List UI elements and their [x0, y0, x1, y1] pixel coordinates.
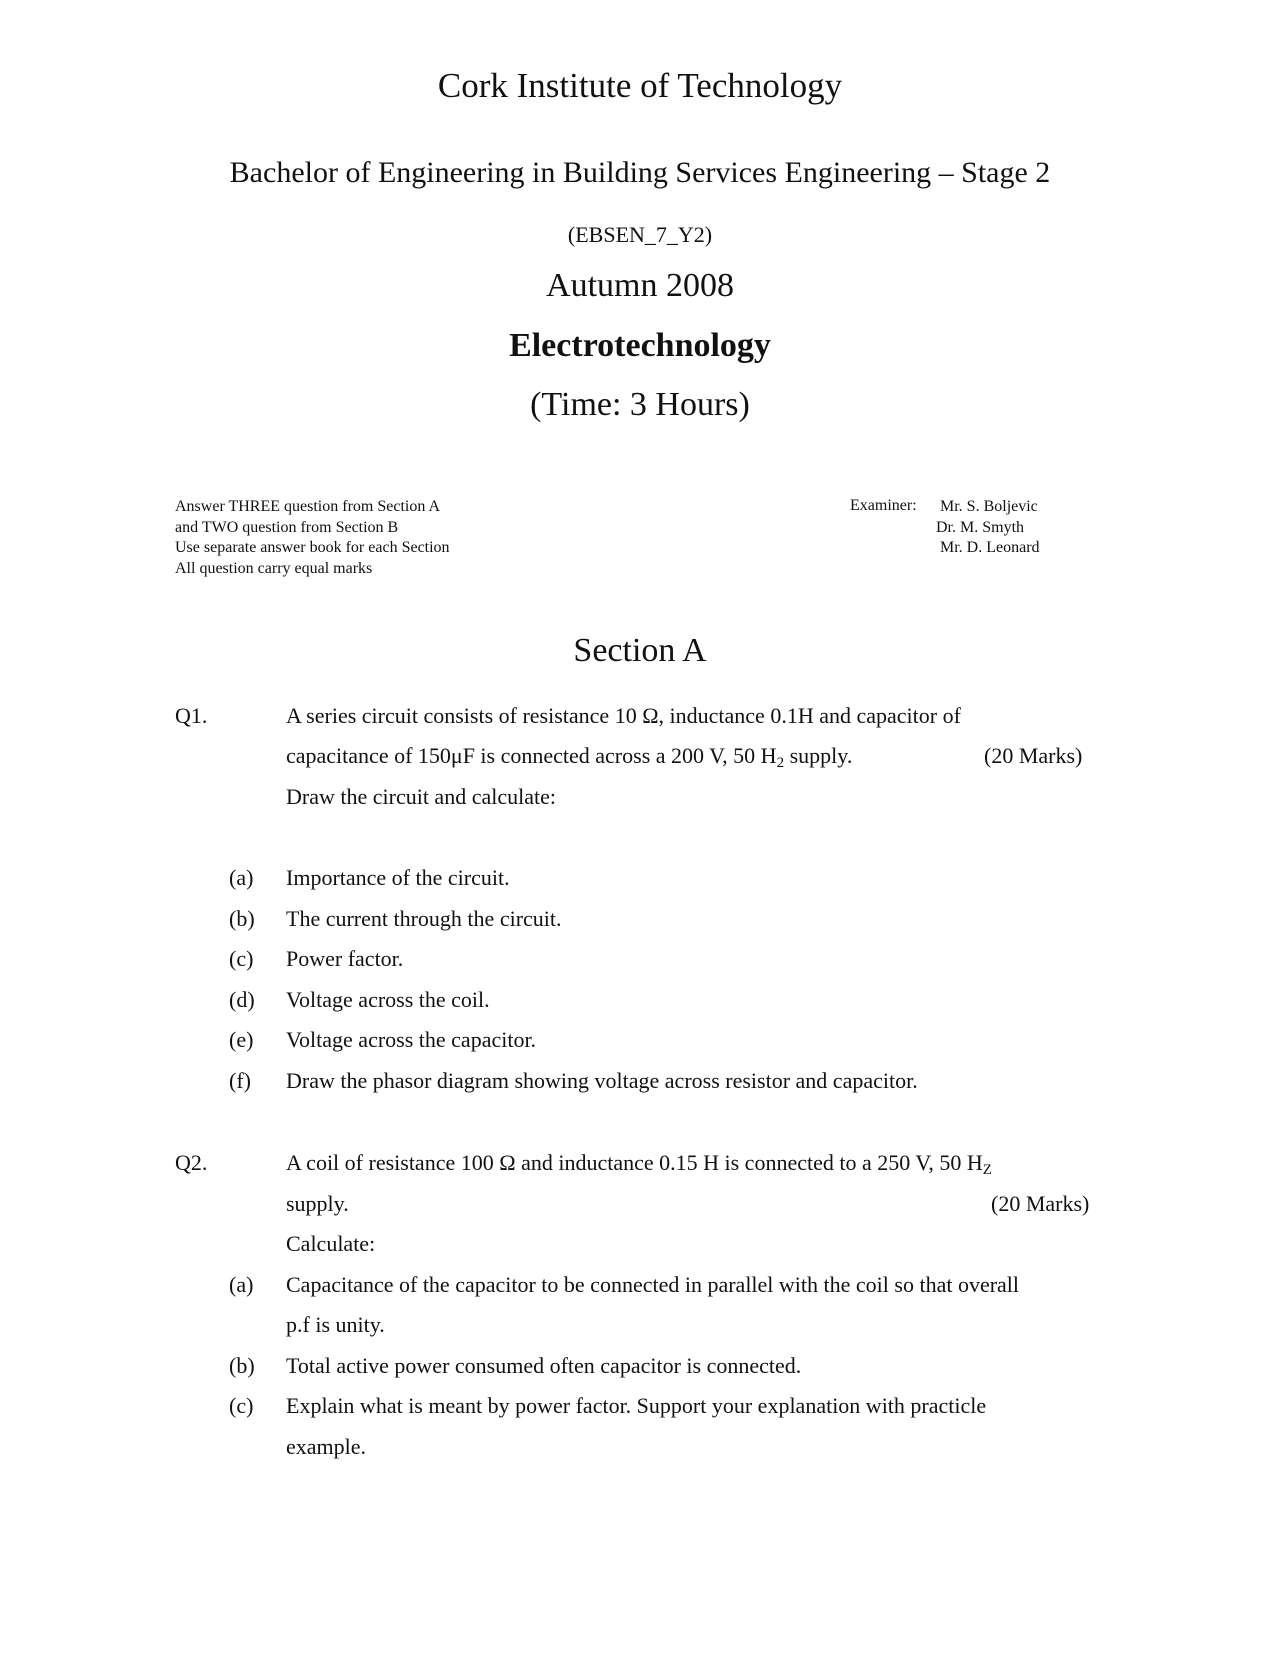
marks-label: (20 Marks)	[991, 1191, 1090, 1216]
part-text: Explain what is meant by power factor. Support your explanation with practicle	[286, 1393, 987, 1418]
part-text: p.f is unity.	[286, 1312, 385, 1337]
examiner-name: Mr. D. Leonard	[940, 539, 1040, 556]
part-label: (b)	[229, 906, 255, 931]
question-text-line: Calculate:	[286, 1231, 376, 1256]
part-label: (c)	[229, 1393, 254, 1418]
part-text: The current through the circuit.	[286, 906, 562, 931]
question-text-line: A series circuit consists of resistance 10 Ω, inductance 0.1H and capacitor of	[286, 703, 961, 728]
question-text-line	[286, 1150, 992, 1176]
marks-label: (20 Marks)	[984, 743, 1083, 768]
question-text-fragment: capacitance of 150μF is connected across a 200 V, 50 H	[286, 743, 777, 768]
subject-title: Electrotechnology	[509, 327, 771, 364]
question-text-line	[286, 743, 852, 769]
question-number: Q1.	[175, 703, 208, 728]
part-label: (c)	[229, 946, 254, 971]
examiner-name: Dr. M. Smyth	[936, 518, 1025, 536]
exam-duration: (Time: 3 Hours)	[530, 386, 750, 423]
institution-title: Cork Institute of Technology	[437, 66, 843, 105]
part-text: Voltage across the coil.	[286, 987, 490, 1012]
instruction-line: Use separate answer book for each Section	[175, 539, 450, 556]
part-label: (e)	[229, 1027, 254, 1052]
part-text: Total active power consumed often capacitor is connected.	[286, 1353, 802, 1378]
part-label: (d)	[229, 987, 255, 1012]
instruction-line: and TWO question from Section B	[175, 518, 399, 536]
programme-title: Bachelor of Engineering in Building Services Engineering – Stage 2	[229, 156, 1051, 189]
part-label: (b)	[229, 1353, 255, 1378]
part-text: Power factor.	[286, 946, 404, 971]
examiner-name: Mr. S. Boljevic	[940, 498, 1038, 515]
question-text-line: supply.	[286, 1191, 349, 1216]
subscript: 2	[776, 755, 785, 771]
examiner-label: Examiner:	[850, 497, 917, 514]
instruction-line: Answer THREE question from Section A	[175, 498, 441, 515]
part-label: (f)	[229, 1068, 251, 1093]
question-number: Q2.	[175, 1150, 208, 1175]
instruction-line: All question carry equal marks	[175, 559, 373, 577]
part-label: (a)	[229, 865, 254, 890]
part-label: (a)	[229, 1272, 254, 1297]
part-text: Voltage across the capacitor.	[286, 1027, 537, 1052]
part-text: Draw the phasor diagram showing voltage across resistor and capacitor.	[286, 1068, 918, 1093]
instructions-block	[175, 497, 450, 579]
programme-code: (EBSEN_7_Y2)	[567, 222, 713, 247]
subscript: Z	[982, 1162, 992, 1178]
section-title: Section A	[573, 632, 707, 669]
part-text: Importance of the circuit.	[286, 865, 510, 890]
question-text-fragment: supply.	[784, 743, 853, 768]
question-text-line: Draw the circuit and calculate:	[286, 784, 556, 809]
exam-term: Autumn 2008	[546, 267, 734, 304]
question-text-fragment: A coil of resistance 100 Ω and inductance 0.15 H is connected to a 250 V, 50 H	[286, 1150, 983, 1175]
part-text: Capacitance of the capacitor to be connected in parallel with the coil so that overall	[286, 1272, 1020, 1297]
part-text: example.	[286, 1434, 367, 1459]
